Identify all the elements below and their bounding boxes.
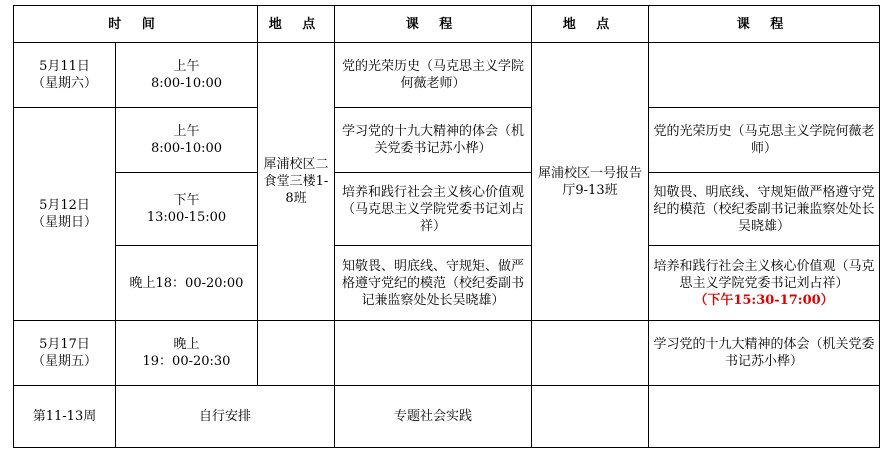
table-row [14, 386, 880, 448]
time-note: （下午15:30-17:00） [694, 292, 834, 308]
course-cell [335, 321, 532, 386]
course-cell: 培养和践行社会主义核心价值观（马克思主义学院党委书记刘占祥） [335, 173, 532, 246]
date-cell [14, 321, 116, 386]
date-cell [14, 108, 116, 321]
header-time: 时 间 [14, 6, 258, 43]
time-cell [116, 173, 258, 246]
course-cell-2: 党的光荣历史（马克思主义学院何薇老师） [649, 108, 880, 173]
table-row [14, 108, 880, 173]
schedule-table [13, 5, 880, 448]
time-range: 8:00-10:00 [150, 76, 223, 91]
course-cell-2 [649, 386, 880, 448]
table-row [14, 321, 880, 386]
course-cell-2: 知敬畏、明底线、守规矩做严格遵守党纪的模范（校纪委副书记兼监察处处长吴晓雄） [649, 173, 880, 246]
location-cell [258, 321, 335, 386]
location-cell-2: 犀浦校区一号报告厅9-13班 [532, 43, 649, 321]
arrangement-cell: 自行安排 [116, 386, 335, 448]
date: 5月11日 [39, 59, 90, 74]
location-cell-2 [532, 386, 649, 448]
table-row [14, 246, 880, 321]
weekday: （星期日） [31, 215, 97, 230]
course-cell: 专题社会实践 [335, 386, 532, 448]
table-row [14, 43, 880, 108]
period: 上午 [173, 124, 200, 139]
date: 5月17日 [39, 337, 90, 352]
table-row [14, 173, 880, 246]
course-cell: 党的光荣历史（马克思主义学院何薇老师） [335, 43, 532, 108]
course-cell: 知敬畏、明底线、守规矩、做严格遵守党纪的模范（校纪委副书记兼监察处处长吴晓雄） [335, 246, 532, 321]
time-cell [116, 321, 258, 386]
location-cell: 犀浦校区二食堂三楼1-8班 [258, 43, 335, 321]
weeks-cell: 第11-13周 [14, 386, 116, 448]
time-cell [116, 108, 258, 173]
time-cell: 晚上18：00-20:00 [116, 246, 258, 321]
header-row [14, 6, 880, 43]
period: 晚上 [173, 337, 200, 352]
date: 5月12日 [39, 198, 90, 213]
period: 上午 [173, 59, 200, 74]
header-course: 课 程 [335, 6, 532, 43]
location-cell-2 [532, 321, 649, 386]
time-range: 8:00-10:00 [150, 141, 223, 156]
course-cell-2: 学习党的十九大精神的体会（机关党委书记苏小桦） [649, 321, 880, 386]
header-course-2: 课 程 [649, 6, 880, 43]
time-cell [116, 43, 258, 108]
course-text: 培养和践行社会主义核心价值观（马克思主义学院党委书记刘占祥） [653, 258, 875, 291]
header-location-2: 地 点 [532, 6, 649, 43]
weekday: （星期五） [31, 354, 97, 369]
time-range: 19：00-20:30 [142, 354, 231, 369]
period: 下午 [173, 193, 200, 208]
date-cell [14, 43, 116, 108]
course-cell-2 [649, 43, 880, 108]
course-cell: 学习党的十九大精神的体会（机关党委书记苏小桦） [335, 108, 532, 173]
header-location: 地 点 [258, 6, 335, 43]
weekday: （星期六） [31, 76, 97, 91]
time-range: 13:00-15:00 [146, 210, 227, 225]
course-cell-2 [649, 246, 880, 321]
